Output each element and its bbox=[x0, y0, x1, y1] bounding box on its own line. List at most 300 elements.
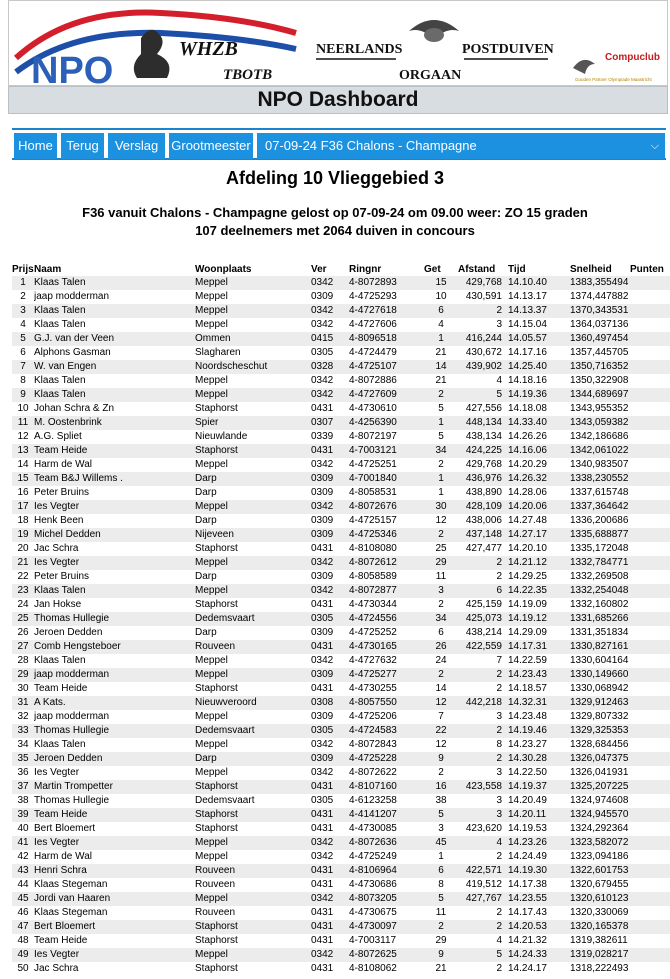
cell-snelheid: 1326,047375 bbox=[570, 753, 629, 764]
table-row[interactable] bbox=[12, 892, 670, 906]
cell-tijd: 14.10.40 bbox=[508, 276, 570, 290]
cell-afstand: 3 bbox=[496, 711, 502, 722]
table-row[interactable] bbox=[12, 920, 670, 934]
table-row[interactable] bbox=[12, 500, 670, 514]
cell-tijd: 14.29.09 bbox=[508, 627, 547, 638]
back-button[interactable]: Terug bbox=[61, 133, 104, 159]
cell-ringnr: 4-8072886 bbox=[349, 375, 397, 386]
cell-snelheid: 1330,149660 bbox=[570, 669, 629, 680]
cell-afstand: 3 bbox=[496, 795, 502, 806]
cell-get: 1 bbox=[424, 472, 458, 486]
table-row[interactable] bbox=[12, 556, 670, 570]
table-row[interactable] bbox=[12, 710, 670, 724]
cell-prijs: 5 bbox=[12, 332, 34, 346]
race-select[interactable] bbox=[257, 133, 665, 159]
cell-punten bbox=[630, 500, 670, 514]
cell-woonplaats: Staphorst bbox=[195, 599, 238, 610]
svg-text:Compuclub: Compuclub bbox=[605, 52, 660, 63]
table-row[interactable] bbox=[12, 906, 670, 920]
cell-tijd: 14.18.16 bbox=[508, 375, 547, 386]
cell-afstand: 2 bbox=[496, 963, 502, 974]
table-row[interactable] bbox=[12, 332, 670, 346]
cell-get: 5 bbox=[424, 892, 458, 906]
table-row[interactable] bbox=[12, 836, 670, 850]
cell-naam: Henri Schra bbox=[34, 864, 195, 878]
cell-prijs: 12 bbox=[17, 431, 29, 442]
cell-ringnr: 4-4725252 bbox=[349, 627, 397, 638]
cell-get: 11 bbox=[435, 907, 447, 918]
cell-get: 3 bbox=[424, 584, 458, 598]
cell-woonplaats: Meppel bbox=[195, 556, 311, 570]
cell-prijs: 28 bbox=[17, 655, 29, 666]
cell-ver: 0342 bbox=[311, 304, 349, 318]
cell-naam: Peter Bruins bbox=[34, 487, 90, 498]
cell-afstand: 427,767 bbox=[458, 892, 508, 906]
cell-snelheid: 1350,322908 bbox=[570, 375, 629, 386]
cell-snelheid: 1335,172048 bbox=[570, 543, 629, 554]
col-ringnr[interactable]: Ringnr bbox=[349, 263, 382, 275]
cell-tijd: 14.21.32 bbox=[508, 935, 547, 946]
cell-punten bbox=[630, 556, 670, 570]
cell-prijs: 50 bbox=[17, 963, 29, 974]
table-row[interactable] bbox=[12, 304, 670, 318]
col-woonplaats[interactable]: Woonplaats bbox=[195, 263, 252, 275]
cell-tijd: 14.17.38 bbox=[508, 879, 547, 890]
cell-prijs: 10 bbox=[17, 403, 29, 414]
cell-snelheid: 1328,684456 bbox=[570, 739, 629, 750]
cell-tijd: 14.20.06 bbox=[508, 500, 570, 514]
table-row[interactable] bbox=[12, 430, 670, 444]
cell-afstand: 438,134 bbox=[465, 431, 502, 442]
svg-text:POSTDUIVEN: POSTDUIVEN bbox=[462, 42, 554, 57]
cell-ver: 0342 bbox=[311, 767, 334, 778]
cell-prijs: 32 bbox=[17, 711, 29, 722]
cell-ver: 0431 bbox=[311, 444, 349, 458]
cell-naam: Harm de Wal bbox=[34, 851, 92, 862]
cell-snelheid: 1360,497454 bbox=[570, 333, 629, 344]
table-row[interactable] bbox=[12, 752, 670, 766]
cell-afstand: 2 bbox=[458, 668, 508, 682]
col-prijs[interactable]: Prijs bbox=[12, 263, 34, 275]
cell-afstand: 439,902 bbox=[458, 360, 508, 374]
cell-prijs: 40 bbox=[17, 823, 29, 834]
cell-ringnr: 4-8058531 bbox=[349, 487, 397, 498]
cell-punten bbox=[630, 430, 670, 444]
col-tijd[interactable]: Tijd bbox=[508, 263, 526, 275]
cell-woonplaats: Meppel bbox=[195, 836, 311, 850]
table-row[interactable] bbox=[12, 374, 670, 388]
cell-ver: 0431 bbox=[311, 543, 334, 554]
cell-prijs: 9 bbox=[12, 388, 34, 402]
table-row[interactable] bbox=[12, 794, 670, 808]
cell-naam: Team Heide bbox=[34, 444, 195, 458]
cell-get: 2 bbox=[424, 388, 458, 402]
cell-naam: Klaas Talen bbox=[34, 276, 195, 290]
cell-punten bbox=[630, 458, 670, 472]
table-row[interactable] bbox=[12, 346, 670, 360]
cell-ver: 0431 bbox=[311, 808, 349, 822]
cell-ver: 0431 bbox=[311, 879, 334, 890]
cell-naam: Thomas Hullegie bbox=[34, 724, 195, 738]
cell-snelheid: 1370,343531 bbox=[570, 305, 629, 316]
table-row[interactable] bbox=[12, 682, 670, 696]
cell-naam: Ies Vegter bbox=[34, 836, 195, 850]
table-row[interactable] bbox=[12, 514, 670, 528]
cell-woonplaats: Staphorst bbox=[195, 543, 238, 554]
cell-tijd: 14.24.33 bbox=[508, 948, 570, 962]
cell-prijs: 17 bbox=[12, 500, 34, 514]
cell-naam: Jeroen Dedden bbox=[34, 752, 195, 766]
cell-punten bbox=[630, 766, 670, 780]
cell-naam: Team B&J Willems . bbox=[34, 472, 195, 486]
cell-snelheid: 1383,355494 bbox=[570, 277, 629, 288]
cell-ringnr: 4-4725251 bbox=[349, 459, 397, 470]
table-row[interactable] bbox=[12, 290, 670, 304]
cell-woonplaats: Rouveen bbox=[195, 879, 236, 890]
cell-get: 5 bbox=[438, 403, 444, 414]
cell-afstand: 436,976 bbox=[458, 472, 508, 486]
cell-ver: 0339 bbox=[311, 431, 334, 442]
cell-prijs: 21 bbox=[12, 556, 34, 570]
table-row[interactable] bbox=[12, 472, 670, 486]
cell-tijd: 14.18.08 bbox=[508, 403, 547, 414]
table-row[interactable] bbox=[12, 724, 670, 738]
cell-woonplaats: Staphorst bbox=[195, 823, 238, 834]
cell-ringnr: 4-4727632 bbox=[349, 655, 397, 666]
table-row[interactable] bbox=[12, 948, 670, 962]
cell-punten bbox=[630, 360, 670, 374]
cell-ver: 0342 bbox=[311, 739, 334, 750]
cell-afstand: 6 bbox=[458, 584, 508, 598]
race-info: F36 vanuit Chalons - Champagne gelost op 07-09-24 om 09.00 weer: ZO 15 graden bbox=[82, 205, 588, 220]
cell-naam: Team Heide bbox=[34, 935, 88, 946]
cell-tijd: 14.23.27 bbox=[508, 739, 547, 750]
table-row[interactable] bbox=[12, 808, 670, 822]
cell-afstand: 2 bbox=[458, 304, 508, 318]
col-punten[interactable]: Punten bbox=[630, 263, 664, 275]
table-row[interactable] bbox=[12, 934, 670, 948]
table-row[interactable] bbox=[12, 878, 670, 892]
cell-snelheid: 1331,351834 bbox=[570, 627, 629, 638]
cell-tijd: 14.25.40 bbox=[508, 360, 570, 374]
cell-snelheid: 1320,679455 bbox=[570, 879, 629, 890]
cell-ver: 0431 bbox=[311, 963, 334, 974]
cell-tijd: 14.13.37 bbox=[508, 304, 570, 318]
cell-afstand: 416,244 bbox=[458, 332, 508, 346]
svg-text:ORGAAN: ORGAAN bbox=[399, 68, 462, 83]
cell-ringnr: 4-8072612 bbox=[349, 556, 424, 570]
table-row[interactable] bbox=[12, 654, 670, 668]
cell-tijd: 14.28.06 bbox=[508, 487, 547, 498]
cell-tijd: 14.13.17 bbox=[508, 291, 547, 302]
table-row[interactable] bbox=[12, 360, 670, 374]
cell-punten bbox=[630, 668, 670, 682]
cell-ver: 0309 bbox=[311, 711, 334, 722]
cell-get: 15 bbox=[424, 276, 458, 290]
cell-naam: A.G. Spliet bbox=[34, 431, 82, 442]
cell-punten bbox=[630, 486, 670, 500]
cell-woonplaats: Meppel bbox=[195, 767, 228, 778]
table-row[interactable] bbox=[12, 696, 670, 710]
cell-prijs: 13 bbox=[12, 444, 34, 458]
cell-get: 2 bbox=[438, 599, 444, 610]
cell-naam: Martin Trompetter bbox=[34, 780, 195, 794]
cell-woonplaats: Meppel bbox=[195, 459, 228, 470]
cell-afstand: 8 bbox=[496, 739, 502, 750]
cell-snelheid: 1323,094186 bbox=[570, 851, 629, 862]
cell-woonplaats: Meppel bbox=[195, 739, 228, 750]
cell-tijd: 14.20.49 bbox=[508, 795, 547, 806]
cell-naam: Bert Bloemert bbox=[34, 920, 195, 934]
cell-woonplaats: Rouveen bbox=[195, 907, 236, 918]
table-row[interactable] bbox=[12, 864, 670, 878]
cell-snelheid: 1336,200686 bbox=[570, 515, 629, 526]
table-row[interactable] bbox=[12, 962, 670, 976]
table-row[interactable] bbox=[12, 780, 670, 794]
cell-snelheid: 1329,807332 bbox=[570, 711, 629, 722]
cell-afstand: 429,768 bbox=[458, 276, 508, 290]
section-heading: Afdeling 10 Vlieggebied 3 bbox=[225, 168, 445, 188]
cell-prijs: 3 bbox=[12, 304, 34, 318]
cell-woonplaats: Staphorst bbox=[195, 920, 311, 934]
cell-tijd: 14.19.12 bbox=[508, 612, 570, 626]
cell-ringnr: 4-4725346 bbox=[349, 528, 424, 542]
cell-snelheid: 1342,186686 bbox=[570, 431, 629, 442]
table-row[interactable] bbox=[12, 444, 670, 458]
table-row[interactable] bbox=[12, 570, 670, 584]
cell-ver: 0342 bbox=[311, 948, 349, 962]
cell-afstand: 2 bbox=[458, 556, 508, 570]
cell-woonplaats: Staphorst bbox=[195, 780, 311, 794]
cell-ver: 0342 bbox=[311, 836, 349, 850]
cell-get: 6 bbox=[424, 304, 458, 318]
cell-snelheid: 1331,685266 bbox=[570, 613, 629, 624]
table-row[interactable] bbox=[12, 850, 670, 864]
cell-prijs: 34 bbox=[17, 739, 29, 750]
cell-prijs: 42 bbox=[17, 851, 29, 862]
cell-afstand: 442,218 bbox=[458, 696, 508, 710]
cell-afstand: 2 bbox=[496, 571, 502, 582]
cell-ver: 0309 bbox=[311, 668, 349, 682]
cell-punten bbox=[630, 710, 670, 724]
cell-snelheid: 1335,688877 bbox=[570, 529, 629, 540]
cell-prijs: 27 bbox=[12, 640, 34, 654]
cell-prijs: 11 bbox=[12, 416, 34, 430]
cell-punten bbox=[630, 948, 670, 962]
table-row[interactable] bbox=[12, 766, 670, 780]
cell-prijs: 46 bbox=[17, 907, 29, 918]
cell-snelheid: 1332,784771 bbox=[570, 557, 629, 568]
cell-prijs: 38 bbox=[17, 795, 29, 806]
table-row[interactable] bbox=[12, 612, 670, 626]
table-row[interactable] bbox=[12, 486, 670, 500]
cell-naam: Jeroen Dedden bbox=[34, 627, 103, 638]
cell-get: 8 bbox=[438, 879, 444, 890]
table-row[interactable] bbox=[12, 416, 670, 430]
cell-ver: 0431 bbox=[311, 640, 349, 654]
cell-punten bbox=[630, 626, 670, 640]
grandmaster-button[interactable]: Grootmeester bbox=[169, 133, 253, 159]
col-afstand[interactable]: Afstand bbox=[458, 263, 496, 275]
cell-punten bbox=[630, 878, 670, 892]
cell-ver: 0342 bbox=[311, 655, 334, 666]
cell-ringnr: 4-8057550 bbox=[349, 696, 424, 710]
cell-ver: 0309 bbox=[311, 472, 349, 486]
home-button[interactable]: Home bbox=[14, 133, 57, 159]
cell-punten bbox=[630, 318, 670, 332]
cell-afstand: 438,890 bbox=[465, 487, 502, 498]
cell-snelheid: 1319,382611 bbox=[570, 935, 628, 946]
col-ver[interactable]: Ver bbox=[311, 263, 327, 275]
cell-woonplaats: Meppel bbox=[195, 375, 228, 386]
cell-tijd: 14.05.57 bbox=[508, 332, 570, 346]
cell-tijd: 14.22.59 bbox=[508, 655, 547, 666]
table-row[interactable] bbox=[12, 458, 670, 472]
cell-ringnr: 4-8108062 bbox=[349, 963, 397, 974]
cell-ver: 0309 bbox=[311, 291, 334, 302]
cell-afstand: 437,148 bbox=[458, 528, 508, 542]
cell-afstand: 5 bbox=[458, 388, 508, 402]
cell-get: 5 bbox=[438, 431, 444, 442]
cell-prijs: 8 bbox=[20, 375, 26, 386]
cell-naam: Ies Vegter bbox=[34, 556, 195, 570]
cell-get: 26 bbox=[424, 640, 458, 654]
cell-ver: 0309 bbox=[311, 528, 349, 542]
cell-tijd: 14.19.53 bbox=[508, 823, 547, 834]
cell-get: 29 bbox=[424, 556, 458, 570]
cell-punten bbox=[630, 836, 670, 850]
cell-prijs: 19 bbox=[12, 528, 34, 542]
cell-tijd: 14.16.06 bbox=[508, 444, 570, 458]
cell-snelheid: 1338,230552 bbox=[570, 473, 629, 484]
col-snelheid[interactable]: Snelheid bbox=[570, 263, 612, 275]
cell-afstand: 2 bbox=[458, 752, 508, 766]
cell-snelheid: 1322,601753 bbox=[570, 865, 629, 876]
report-button[interactable]: Verslag bbox=[108, 133, 165, 159]
cell-woonplaats: Meppel bbox=[195, 711, 228, 722]
cell-ringnr: 4-4725228 bbox=[349, 752, 424, 766]
cell-punten bbox=[630, 780, 670, 794]
cell-ringnr: 4-8072622 bbox=[349, 767, 397, 778]
cell-punten bbox=[630, 612, 670, 626]
table-row[interactable] bbox=[12, 640, 670, 654]
cell-ver: 0431 bbox=[311, 935, 334, 946]
cell-woonplaats: Nieuwveroord bbox=[195, 696, 311, 710]
cell-afstand: 427,477 bbox=[465, 543, 502, 554]
cell-naam: A Kats. bbox=[34, 696, 195, 710]
cell-punten bbox=[630, 934, 670, 948]
cell-afstand: 422,559 bbox=[458, 640, 508, 654]
cell-afstand: 428,109 bbox=[458, 500, 508, 514]
cell-prijs: 33 bbox=[12, 724, 34, 738]
cell-ver: 0328 bbox=[311, 360, 349, 374]
cell-punten bbox=[630, 416, 670, 430]
table-row[interactable] bbox=[12, 598, 670, 612]
cell-snelheid: 1320,330069 bbox=[570, 907, 629, 918]
cell-ver: 0342 bbox=[311, 388, 349, 402]
cell-woonplaats: Staphorst bbox=[195, 963, 238, 974]
cell-snelheid: 1332,269508 bbox=[570, 571, 629, 582]
cell-tijd: 14.20.10 bbox=[508, 543, 547, 554]
cell-naam: Klaas Talen bbox=[34, 375, 86, 386]
cell-naam: Jan Hokse bbox=[34, 599, 82, 610]
cell-naam: Klaas Talen bbox=[34, 739, 86, 750]
page-title: NPO Dashboard bbox=[8, 86, 668, 114]
cell-tijd: 14.19.09 bbox=[508, 599, 547, 610]
table-row[interactable] bbox=[12, 542, 670, 556]
cell-prijs: 44 bbox=[17, 879, 29, 890]
cell-punten bbox=[630, 822, 670, 836]
table-row[interactable] bbox=[12, 626, 670, 640]
cell-ringnr: 4-4727606 bbox=[349, 319, 397, 330]
cell-get: 6 bbox=[424, 864, 458, 878]
cell-prijs: 43 bbox=[12, 864, 34, 878]
col-naam[interactable]: Naam bbox=[34, 263, 62, 275]
cell-ver: 0342 bbox=[311, 851, 334, 862]
cell-ver: 0309 bbox=[311, 487, 334, 498]
cell-punten bbox=[630, 850, 670, 864]
cell-naam: Team Heide bbox=[34, 683, 88, 694]
cell-afstand: 419,512 bbox=[465, 879, 502, 890]
table-row[interactable] bbox=[12, 584, 670, 598]
cell-woonplaats: Darp bbox=[195, 487, 217, 498]
table-row[interactable] bbox=[12, 318, 670, 332]
cell-woonplaats: Slagharen bbox=[195, 347, 241, 358]
cell-ringnr: 4-8072636 bbox=[349, 836, 424, 850]
cell-get: 1 bbox=[438, 851, 444, 862]
table-row[interactable] bbox=[12, 668, 670, 682]
cell-ver: 0309 bbox=[311, 752, 349, 766]
table-row[interactable] bbox=[12, 822, 670, 836]
cell-ver: 0342 bbox=[311, 459, 334, 470]
cell-naam: G.J. van der Veen bbox=[34, 332, 195, 346]
table-header-row bbox=[12, 262, 670, 276]
cell-afstand: 438,006 bbox=[465, 515, 502, 526]
cell-naam: jaap modderman bbox=[34, 291, 110, 302]
table-row[interactable] bbox=[12, 276, 670, 290]
cell-ringnr: 4-4724479 bbox=[349, 347, 397, 358]
cell-woonplaats: Meppel bbox=[195, 276, 311, 290]
cell-ver: 0342 bbox=[311, 500, 349, 514]
cell-punten bbox=[630, 332, 670, 346]
cell-snelheid: 1337,615748 bbox=[570, 487, 629, 498]
cell-ringnr: 4-8058589 bbox=[349, 571, 397, 582]
table-row[interactable] bbox=[12, 402, 670, 416]
cell-prijs: 2 bbox=[20, 291, 26, 302]
cell-get: 2 bbox=[424, 528, 458, 542]
table-row[interactable] bbox=[12, 528, 670, 542]
table-row[interactable] bbox=[12, 738, 670, 752]
table-row[interactable] bbox=[12, 388, 670, 402]
cell-woonplaats: Dedemsvaart bbox=[195, 795, 255, 806]
cell-get: 12 bbox=[435, 739, 447, 750]
cell-woonplaats: Staphorst bbox=[195, 808, 311, 822]
cell-woonplaats: Meppel bbox=[195, 500, 311, 514]
cell-snelheid: 1320,165378 bbox=[570, 921, 629, 932]
cell-naam: Henk Been bbox=[34, 515, 84, 526]
cell-prijs: 31 bbox=[12, 696, 34, 710]
cell-ringnr: 4-7003117 bbox=[349, 935, 397, 946]
col-get[interactable]: Get bbox=[424, 263, 441, 275]
cell-naam: Jac Schra bbox=[34, 543, 79, 554]
cell-ringnr: 4-8073205 bbox=[349, 892, 424, 906]
cell-punten bbox=[630, 808, 670, 822]
cell-woonplaats: Noordscheschut bbox=[195, 360, 311, 374]
cell-ver: 0309 bbox=[311, 627, 334, 638]
cell-ver: 0309 bbox=[311, 571, 334, 582]
cell-snelheid: 1329,912463 bbox=[570, 697, 629, 708]
cell-ringnr: 4-4730675 bbox=[349, 907, 397, 918]
